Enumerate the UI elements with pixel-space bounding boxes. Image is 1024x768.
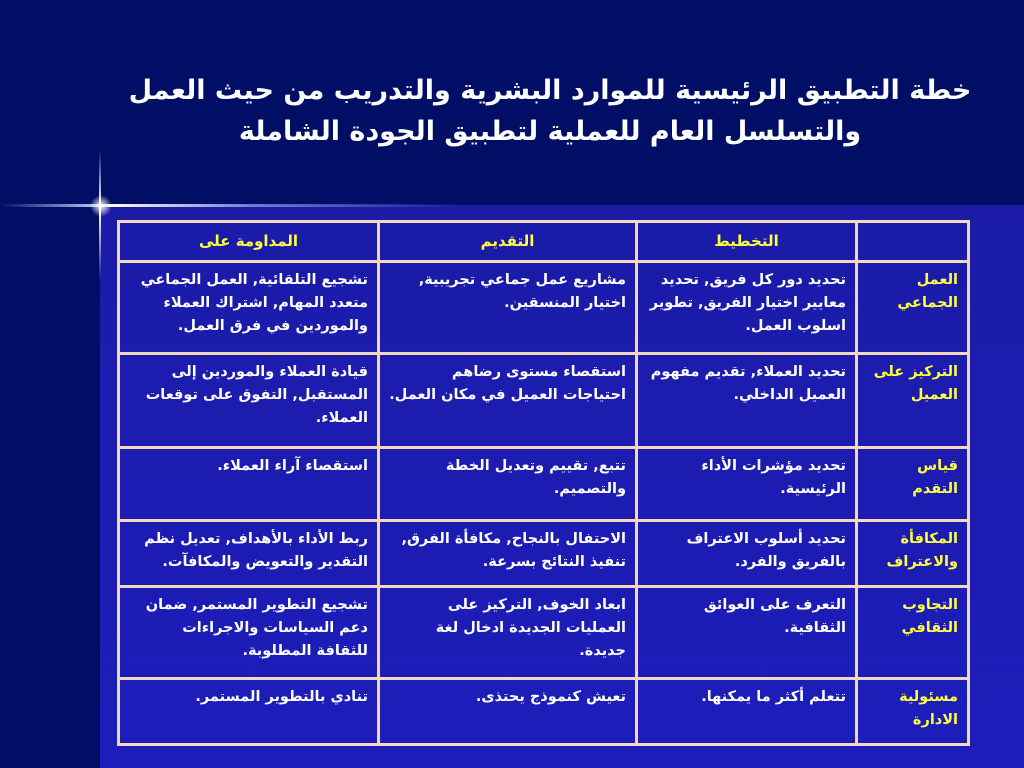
table-row	[119, 262, 969, 354]
row-label-cultural-response: التجاوب الثقافي	[857, 586, 969, 678]
table-cell: تحديد دور كل فريق, تحديد معايير اختيار الفريق, تطوير اسلوب العمل.	[637, 262, 857, 354]
table-cell: ابعاد الخوف, التركيز على العمليات الجديدة ادخال لغة جديدة.	[379, 586, 637, 678]
decorative-sparkle-icon	[90, 195, 112, 217]
column-header-continuation: المداومة على	[119, 222, 379, 262]
table-row	[119, 448, 969, 520]
table-cell: تشجيع التلقائية, العمل الجماعي متعدد المهام, اشتراك العملاء والموردين في فرق العمل.	[119, 262, 379, 354]
row-label-teamwork: العمل الجماعي	[857, 262, 969, 354]
corner-header-cell	[857, 222, 969, 262]
table-cell: تعيش كنموذج يحتذى.	[379, 678, 637, 744]
left-sidebar-band	[0, 205, 100, 768]
row-label-management-responsibility: مسئولية الادارة	[857, 678, 969, 744]
table-row	[119, 354, 969, 448]
table-cell: التعرف على العوائق الثقافية.	[637, 586, 857, 678]
column-header-presentation: التقديم	[379, 222, 637, 262]
table-cell: تتعلم أكثر ما يمكنها.	[637, 678, 857, 744]
slide-title	[110, 70, 990, 152]
row-label-reward-recognition: المكافأة والاعتراف	[857, 520, 969, 586]
table-cell: مشاريع عمل جماعي تجريبية, اختيار المنسقين.	[379, 262, 637, 354]
table-row	[119, 520, 969, 586]
table-row	[119, 586, 969, 678]
row-label-customer-focus: التركيز على العميل	[857, 354, 969, 448]
column-header-planning: التخطيط	[637, 222, 857, 262]
table-cell: الاحتفال بالنجاح, مكافأة الفرق, تنفيذ النتائج بسرعة.	[379, 520, 637, 586]
table-cell: تتبع, تقييم وتعديل الخطة والتصميم.	[379, 448, 637, 520]
row-label-progress-measurement: قياس التقدم	[857, 448, 969, 520]
table-cell: تحديد العملاء, تقديم مفهوم العميل الداخلي.	[637, 354, 857, 448]
slide-title-line-1: خطة التطبيق الرئيسية للموارد البشرية والتدريب من حيث العمل	[128, 75, 972, 106]
table-cell: تحديد مؤشرات الأداء الرئيسية.	[637, 448, 857, 520]
table-cell: ربط الأداء بالأهداف, تعديل نظم التقدير والتعويض والمكافآت.	[119, 520, 379, 586]
decorative-horizontal-line	[0, 204, 460, 207]
table-cell: تحديد أسلوب الاعتراف بالفريق والفرد.	[637, 520, 857, 586]
table-cell: قيادة العملاء والموردين إلى المستقبل, التفوق على توقعات العملاء.	[119, 354, 379, 448]
slide-title-line-2: والتسلسل العام للعملية لتطبيق الجودة الشاملة	[238, 116, 862, 147]
table-header-row	[119, 222, 969, 262]
table-row	[119, 678, 969, 744]
table-cell: استقصاء مستوى رضاهم احتياجات العميل في مكان العمل.	[379, 354, 637, 448]
table-cell: تشجيع التطوير المستمر, ضمان دعم السياسات والاجراءات للثقافة المطلوبة.	[119, 586, 379, 678]
table-cell: استقصاء آراء العملاء.	[119, 448, 379, 520]
table-cell: تنادي بالتطوير المستمر.	[119, 678, 379, 744]
hr-training-plan-table	[117, 220, 970, 746]
